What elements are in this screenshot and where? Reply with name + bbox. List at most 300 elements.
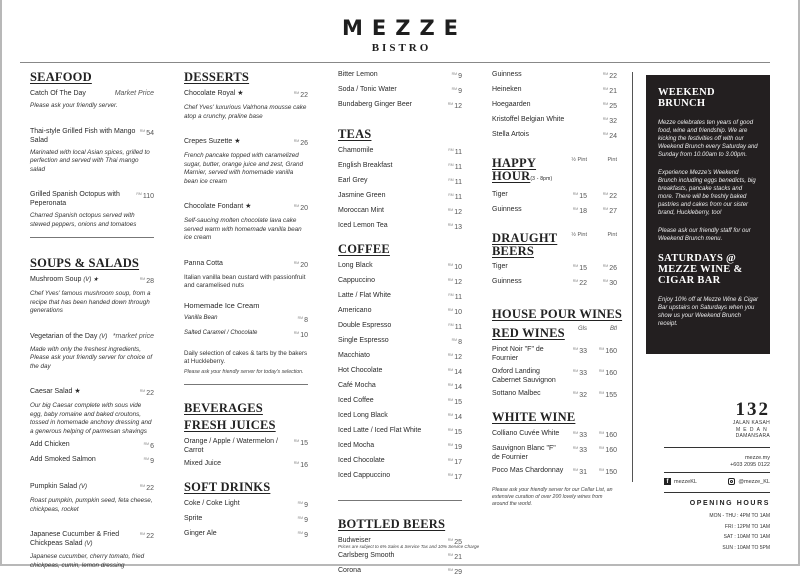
currency-label: RM xyxy=(447,398,454,402)
currency-label: RM xyxy=(447,428,454,432)
currency-label: RM xyxy=(572,192,579,196)
menu-item xyxy=(184,529,308,540)
icecream-item xyxy=(184,314,308,325)
item-name: Iced Coffee xyxy=(338,397,374,404)
currency-label: RM xyxy=(572,279,579,283)
item-name: Kristoffel Belgian White xyxy=(492,116,565,123)
menu-item xyxy=(338,456,462,467)
item-name: Ginger Ale xyxy=(184,529,217,537)
menu-item xyxy=(338,336,462,347)
item-name: Sottano Malbec xyxy=(492,390,541,397)
currency-label: RM xyxy=(572,468,579,472)
phone-number[interactable]: +603 2095 0122 xyxy=(730,462,770,468)
menu-item xyxy=(338,191,462,202)
currency-label: RM xyxy=(143,457,150,461)
item-name: Cappuccino xyxy=(338,277,375,284)
item-name: Budweiser xyxy=(338,537,371,544)
item-name: Iced Long Black xyxy=(338,412,388,419)
section-title-teas: TEAS xyxy=(338,127,372,141)
currency-label: RM xyxy=(447,353,454,357)
item-desc: Charred Spanish octopus served with stewed peppers, onions and tomatoes xyxy=(30,212,137,228)
happy-hour-header xyxy=(492,157,617,186)
currency-label: RM xyxy=(602,264,609,268)
item-name: Chocolate Royal ★ xyxy=(184,90,244,97)
currency-label: RM xyxy=(139,389,146,393)
col-pint: Pint xyxy=(607,157,617,163)
price-1: 18 xyxy=(579,208,587,215)
currency-label: RM xyxy=(598,347,605,351)
col-half-pint: ½ Pint xyxy=(571,157,587,163)
currency-label: RM xyxy=(602,132,609,136)
item-name: Orange / Apple / Watermelon / Carrot xyxy=(184,437,278,454)
facebook-icon: f xyxy=(664,478,671,485)
item-name: Carlsberg Smooth xyxy=(338,552,395,559)
currency-label: RM xyxy=(139,128,146,133)
section-divider xyxy=(338,500,462,501)
currency-label: RM xyxy=(447,102,454,106)
currency-label: RM xyxy=(572,391,579,395)
section-title-juices: FRESH JUICES xyxy=(184,417,276,432)
price-2: 155 xyxy=(605,392,617,399)
menu-item xyxy=(338,206,462,217)
item-price: 54 xyxy=(146,129,154,137)
item-price: 17 xyxy=(454,459,462,466)
item-name: Vegetarian of the Day xyxy=(30,332,98,340)
currency-label: RM xyxy=(448,178,454,182)
price-1: 15 xyxy=(579,265,587,272)
item-price: 12 xyxy=(454,103,462,110)
divider xyxy=(664,492,770,493)
price-2: 160 xyxy=(605,370,617,377)
currency-label: RM xyxy=(448,323,454,327)
column-4 xyxy=(492,70,623,508)
item-name: Long Black xyxy=(338,262,373,269)
menu-item xyxy=(338,100,462,111)
menu-item xyxy=(338,411,462,422)
item-price: 14 xyxy=(454,384,462,391)
menu-item xyxy=(338,381,462,392)
menu-item xyxy=(30,332,154,342)
item-name: Sauvignon Blanc "F" de Fournier xyxy=(492,445,556,461)
currency-label: RM xyxy=(447,568,454,572)
menu-item xyxy=(184,137,308,148)
item-name: English Breakfast xyxy=(338,162,393,169)
currency-label: RM xyxy=(598,369,605,373)
item-desc: Our big Caesar complete with sous vide egg, baby romaine and baked croutons, tossed in homemade anchovy dressing and a generous helping of parmesan shavings xyxy=(30,402,152,435)
currency-label: RM xyxy=(448,148,454,152)
currency-label: RM xyxy=(598,468,605,472)
brunch-paragraph-1: Mezze celebrates ten years of good food, wine and friendship. We are kicking the festivities off with our Weekend Brunch every Saturday and Sunday from 10.00am to 3.00pm. xyxy=(658,120,758,158)
bottled-list xyxy=(338,536,462,577)
price-2: 160 xyxy=(605,432,617,439)
item-name: Iced Lemon Tea xyxy=(338,222,388,229)
item-name: Mixed Juice xyxy=(184,459,221,467)
currency-label: RM xyxy=(602,207,609,211)
item-price: Market Price xyxy=(114,90,154,97)
item-price: 12 xyxy=(454,279,462,286)
col-glass: Gls xyxy=(578,326,587,332)
item-price: 11 xyxy=(454,164,462,171)
address-line-2: MEDAN xyxy=(735,426,770,433)
item-desc: Chef Yves' famous mushroom soup, from a recipe that has been handed down through generations xyxy=(30,290,151,314)
item-name: Earl Grey xyxy=(338,177,368,184)
addon-name: Add Chicken xyxy=(30,441,70,448)
menu-item xyxy=(30,482,154,493)
menu-item xyxy=(338,366,462,377)
column-headers xyxy=(565,326,617,332)
item-price: 14 xyxy=(454,369,462,376)
menu-item xyxy=(492,115,617,126)
saturdays-title: SATURDAYS @ MEZZE WINE & CIGAR BAR xyxy=(658,253,743,286)
item-price: 22 xyxy=(146,390,154,397)
price-1: 32 xyxy=(579,392,587,399)
price-1: 33 xyxy=(579,447,587,454)
currency-label: RM xyxy=(598,431,605,435)
menu-item xyxy=(184,459,308,470)
item-price: 9 xyxy=(458,88,462,95)
currency-label: RM xyxy=(602,192,609,196)
logo xyxy=(0,16,800,54)
contact-block xyxy=(664,455,770,469)
logo-sub: BISTRO xyxy=(371,42,432,54)
section-title-white-wine: WHITE WINE xyxy=(492,410,576,424)
currency-label: RM xyxy=(598,391,605,395)
currency-label: RM xyxy=(451,338,458,342)
item-name: Vanilla Bean xyxy=(184,314,218,321)
menu-item xyxy=(184,514,308,525)
item-name: Iced Cappuccino xyxy=(338,472,391,479)
menu-item xyxy=(492,277,617,288)
currency-label: RM xyxy=(572,207,579,211)
menu-item xyxy=(492,100,617,111)
brunch-paragraph-2: Experience Mezze's Weekend Brunch including eggs benedicts, big breakfasts, pancake stacks and more. There will be freshly baked pastries and cakes from our sister brand, Huckleberry, too! xyxy=(658,170,756,216)
item-price: 8 xyxy=(304,316,308,324)
currency-label: RM xyxy=(602,87,609,91)
icecream-title xyxy=(184,301,308,310)
item-name: Stella Artois xyxy=(492,131,529,138)
currency-label: RM xyxy=(602,279,609,283)
section-divider xyxy=(184,384,308,385)
currency-label: RM xyxy=(447,208,454,212)
item-name: Guinness xyxy=(492,278,522,285)
item-name: Tiger xyxy=(492,191,508,198)
currency-label: RM xyxy=(572,264,579,268)
item-name: Chamomile xyxy=(338,147,374,154)
price-2: 26 xyxy=(609,265,617,272)
item-name: Thai-style Grilled Fish with Mango Salad xyxy=(30,127,136,144)
currency-label: RM xyxy=(139,484,146,488)
currency-label: RM xyxy=(448,163,454,167)
column-headers xyxy=(565,232,617,238)
item-price: 11 xyxy=(454,194,462,201)
divider xyxy=(664,472,770,473)
item-name: Iced Chocolate xyxy=(338,457,385,464)
currency-label: RM xyxy=(602,72,609,76)
item-name: Salted Caramel / Chocolate xyxy=(184,329,258,336)
menu-item xyxy=(30,387,154,398)
column-1 xyxy=(30,70,154,574)
menu-item xyxy=(492,466,617,477)
currency-label: RM xyxy=(451,87,458,91)
currency-label: RM xyxy=(447,368,454,372)
menu-item xyxy=(338,396,462,407)
item-price: 12 xyxy=(454,354,462,361)
menu-item xyxy=(338,261,462,272)
item-name: Coke / Coke Light xyxy=(184,499,240,507)
opening-hours xyxy=(664,500,770,553)
item-desc: French pancake topped with caramelized sugar, butter, orange juice and zest, Grand Marnier, served with homemade vanilla bean ice cream xyxy=(184,152,304,185)
item-name: Latte / Flat White xyxy=(338,292,391,299)
section-title-soft-drinks: SOFT DRINKS xyxy=(184,479,271,494)
hours-row: SUN : 10AM TO 5PM xyxy=(722,544,770,551)
item-price: 20 xyxy=(300,205,308,212)
item-name: Single Espresso xyxy=(338,337,389,344)
item-price: 12 xyxy=(454,209,462,216)
website-link[interactable]: mezze.my xyxy=(744,455,770,461)
icecream-item xyxy=(184,329,308,340)
address-line-1: JALAN KASAH xyxy=(732,420,770,426)
item-price: 24 xyxy=(609,133,617,140)
item-price: 16 xyxy=(300,461,308,469)
coffee-list xyxy=(338,261,462,482)
item-desc: Roast pumpkin, pumpkin seed, feta cheese, chickpeas, rocket xyxy=(30,497,153,513)
item-price: 11 xyxy=(454,324,462,331)
item-price: *market price xyxy=(112,332,154,340)
header-divider xyxy=(20,62,770,63)
hours-row: SAT : 10AM TO 1AM xyxy=(723,534,770,540)
facebook-link[interactable] xyxy=(664,478,697,485)
item-name: Pumpkin Salad xyxy=(30,483,78,490)
currency-label: RM xyxy=(447,473,454,477)
item-desc: Please ask your friendly server. xyxy=(30,102,118,109)
item-price: 26 xyxy=(300,140,308,147)
item-name: Macchiato xyxy=(338,352,370,359)
item-name: Caesar Salad ★ xyxy=(30,388,81,395)
item-name: Guinness xyxy=(492,206,522,213)
item-name: Crepes Suzette ★ xyxy=(184,138,241,145)
item-price: 14 xyxy=(454,414,462,421)
item-desc: Made with only the freshest ingredients, Please ask your friendly server for choice of the day xyxy=(30,345,153,370)
section-title-coffee: COFFEE xyxy=(338,242,390,256)
currency-label: RM xyxy=(572,347,579,351)
item-price: 22 xyxy=(609,73,617,80)
item-price: 10 xyxy=(454,264,462,271)
currency-label: RM xyxy=(139,277,146,281)
weekend-brunch-panel xyxy=(646,75,770,354)
section-title-beverages: BEVERAGES xyxy=(184,400,263,415)
currency-label: RM xyxy=(447,458,454,462)
item-name: Jasmine Green xyxy=(338,192,386,199)
item-desc: Marinated with local Asian spices, grilled to perfection and served with Thai mango salad xyxy=(30,148,150,173)
teas-list xyxy=(338,146,462,232)
facebook-handle: mezzeKL xyxy=(674,478,697,485)
price-1: 33 xyxy=(579,432,587,439)
hours-row: MON - THU : 4PM TO 1AM xyxy=(709,513,770,519)
item-name: Tiger xyxy=(492,263,508,270)
item-name: Mushroom Soup xyxy=(30,276,82,283)
item-desc: Japanese cucumber, cherry tomato, fried chickpeas, cumin, lemon dressing xyxy=(30,553,145,569)
currency-label: RM xyxy=(447,413,454,417)
item-price: 17 xyxy=(454,474,462,481)
item-name: Sprite xyxy=(184,514,203,522)
menu-item xyxy=(184,202,308,213)
item-name: Hot Chocolate xyxy=(338,367,383,374)
price-1: 22 xyxy=(579,280,587,287)
currency-label: RM xyxy=(572,431,579,435)
menu-item xyxy=(492,389,617,400)
item-name: Poco Mas Chardonnay xyxy=(492,467,564,474)
col-pint: Pint xyxy=(607,232,617,238)
item-desc: Italian vanilla bean custard with passionfruit and caramelised nuts xyxy=(184,273,306,289)
menu-item xyxy=(338,276,462,287)
menu-item xyxy=(338,176,462,187)
currency-label: RM xyxy=(447,383,454,387)
currency-label: RM xyxy=(139,532,146,536)
item-price: 25 xyxy=(609,103,617,110)
price-1: 33 xyxy=(579,370,587,377)
item-name: Café Mocha xyxy=(338,382,376,389)
item-name: Soda / Tonic Water xyxy=(338,86,397,93)
happy-hour-list xyxy=(492,190,617,216)
col-half-pint: ½ Pint xyxy=(571,232,587,238)
menu-item xyxy=(492,367,617,385)
currency-label: RM xyxy=(447,308,454,312)
menu-item xyxy=(338,221,462,232)
item-desc: Self-saucing molten chocolate lava cake served warm with homemade vanilla bean ice cream xyxy=(184,217,302,241)
menu-item xyxy=(30,530,154,549)
draught-list xyxy=(492,262,617,288)
col-bottle: Btl xyxy=(609,326,617,332)
section-title-seafood: SEAFOOD xyxy=(30,70,92,84)
item-tag: (V) xyxy=(84,541,93,547)
price-2: 160 xyxy=(605,348,617,355)
currency-label: RM xyxy=(447,278,454,282)
menu-item xyxy=(184,437,308,455)
menu-item xyxy=(338,551,462,562)
item-name: Double Espresso xyxy=(338,322,392,329)
item-price: 9 xyxy=(304,531,308,539)
menu-item xyxy=(338,85,462,96)
item-price: 22 xyxy=(300,92,308,99)
menu-item xyxy=(184,259,308,270)
section-title-soups: SOUPS & SALADS xyxy=(30,256,140,270)
menu-item xyxy=(492,70,617,81)
price-2: 160 xyxy=(605,447,617,454)
item-name: Catch Of The Day xyxy=(30,90,86,97)
menu-item xyxy=(338,321,462,332)
opening-hours-title: OPENING HOURS xyxy=(689,500,770,507)
red-wines-header xyxy=(492,326,617,345)
price-2: 150 xyxy=(605,469,617,476)
item-price: 19 xyxy=(454,444,462,451)
currency-label: RM xyxy=(136,192,142,196)
currency-label: RM xyxy=(297,315,304,320)
menu-item xyxy=(338,441,462,452)
instagram-icon xyxy=(728,478,735,485)
item-desc: Chef Yves' luxurious Valrhona mousse cake atop a crunchy, praline base xyxy=(184,104,307,120)
column-2 xyxy=(184,70,308,544)
section-title-happy-hour: HAPPY xyxy=(492,156,537,170)
item-price: 11 xyxy=(454,149,462,156)
item-tag: (V) xyxy=(79,484,88,490)
section-title-red-wines: RED WINES xyxy=(492,326,565,340)
address-number: 132 xyxy=(735,399,770,420)
item-price: 10 xyxy=(454,309,462,316)
currency-label: RM xyxy=(447,263,454,267)
bottled-list-continued xyxy=(492,70,617,141)
draught-header xyxy=(492,232,617,258)
logo-name: MEZZE xyxy=(341,16,468,40)
currency-label: RM xyxy=(572,446,579,450)
section-title-happy-hour-2: HOUR xyxy=(492,169,531,183)
column-divider xyxy=(632,72,633,482)
item-price: 21 xyxy=(609,88,617,95)
item-name: Chocolate Fondant ★ xyxy=(184,203,252,210)
menu-item xyxy=(30,89,154,98)
item-name: Homemade Ice Cream xyxy=(184,300,260,310)
item-price: 13 xyxy=(454,224,462,231)
item-name: Bitter Lemon xyxy=(338,71,378,78)
item-price: 9 xyxy=(304,501,308,509)
currency-label: RM xyxy=(297,515,304,520)
menu-item xyxy=(492,345,617,363)
wines-note: Please ask your friendly server for our Cellar List, an extensive curation of over 200 lovely wines from around the world. xyxy=(492,487,613,507)
address-line-3: DAMANSARA xyxy=(735,433,770,439)
saturdays-paragraph: Enjoy 10% off at Mezze Wine & Cigar Bar upstairs on Saturdays when you show us your Weekend Brunch receipt. xyxy=(658,297,758,327)
price-1: 15 xyxy=(579,193,587,200)
currency-label: RM xyxy=(447,223,454,227)
currency-label: RM xyxy=(447,553,454,557)
menu-item xyxy=(30,127,154,145)
item-name: Guinness xyxy=(492,71,522,78)
item-price: 9 xyxy=(304,516,308,524)
section-title-wines: HOUSE POUR WINES xyxy=(492,307,623,321)
currency-label: RM xyxy=(293,139,300,143)
instagram-link[interactable] xyxy=(728,478,770,485)
item-price: 15 xyxy=(300,439,308,447)
currency-label: RM xyxy=(451,72,458,76)
item-name: Panna Cotta xyxy=(184,259,223,267)
item-name: Oxford Landing Cabernet Sauvignon xyxy=(492,368,556,384)
menu-item xyxy=(30,190,154,208)
addon-name: Add Smoked Salmon xyxy=(30,456,96,463)
addon-price: 9 xyxy=(150,458,154,465)
menu-item xyxy=(184,89,308,100)
item-price: 25 xyxy=(454,539,462,546)
menu-item xyxy=(492,262,617,273)
item-price: 11 xyxy=(454,179,462,186)
menu-item xyxy=(338,291,462,302)
menu-item xyxy=(184,499,308,510)
instagram-handle: @mezze_KL xyxy=(738,478,770,485)
price-1: 33 xyxy=(579,348,587,355)
hours-row: FRI : 12PM TO 1AM xyxy=(724,523,770,530)
addon-price: 6 xyxy=(150,443,154,450)
item-price: 32 xyxy=(609,118,617,125)
menu-item xyxy=(492,130,617,141)
item-price: 29 xyxy=(454,569,462,576)
currency-label: RM xyxy=(297,500,304,505)
item-price: 15 xyxy=(454,399,462,406)
menu-item xyxy=(338,161,462,172)
item-name: Japanese Cucumber & Fried Chickpeas Salad xyxy=(30,531,120,547)
item-name: Americano xyxy=(338,307,372,314)
price-2: 30 xyxy=(609,280,617,287)
item-price: 8 xyxy=(458,339,462,346)
column-3 xyxy=(338,70,462,581)
item-price: 11 xyxy=(454,294,462,301)
currency-label: RM xyxy=(572,369,579,373)
